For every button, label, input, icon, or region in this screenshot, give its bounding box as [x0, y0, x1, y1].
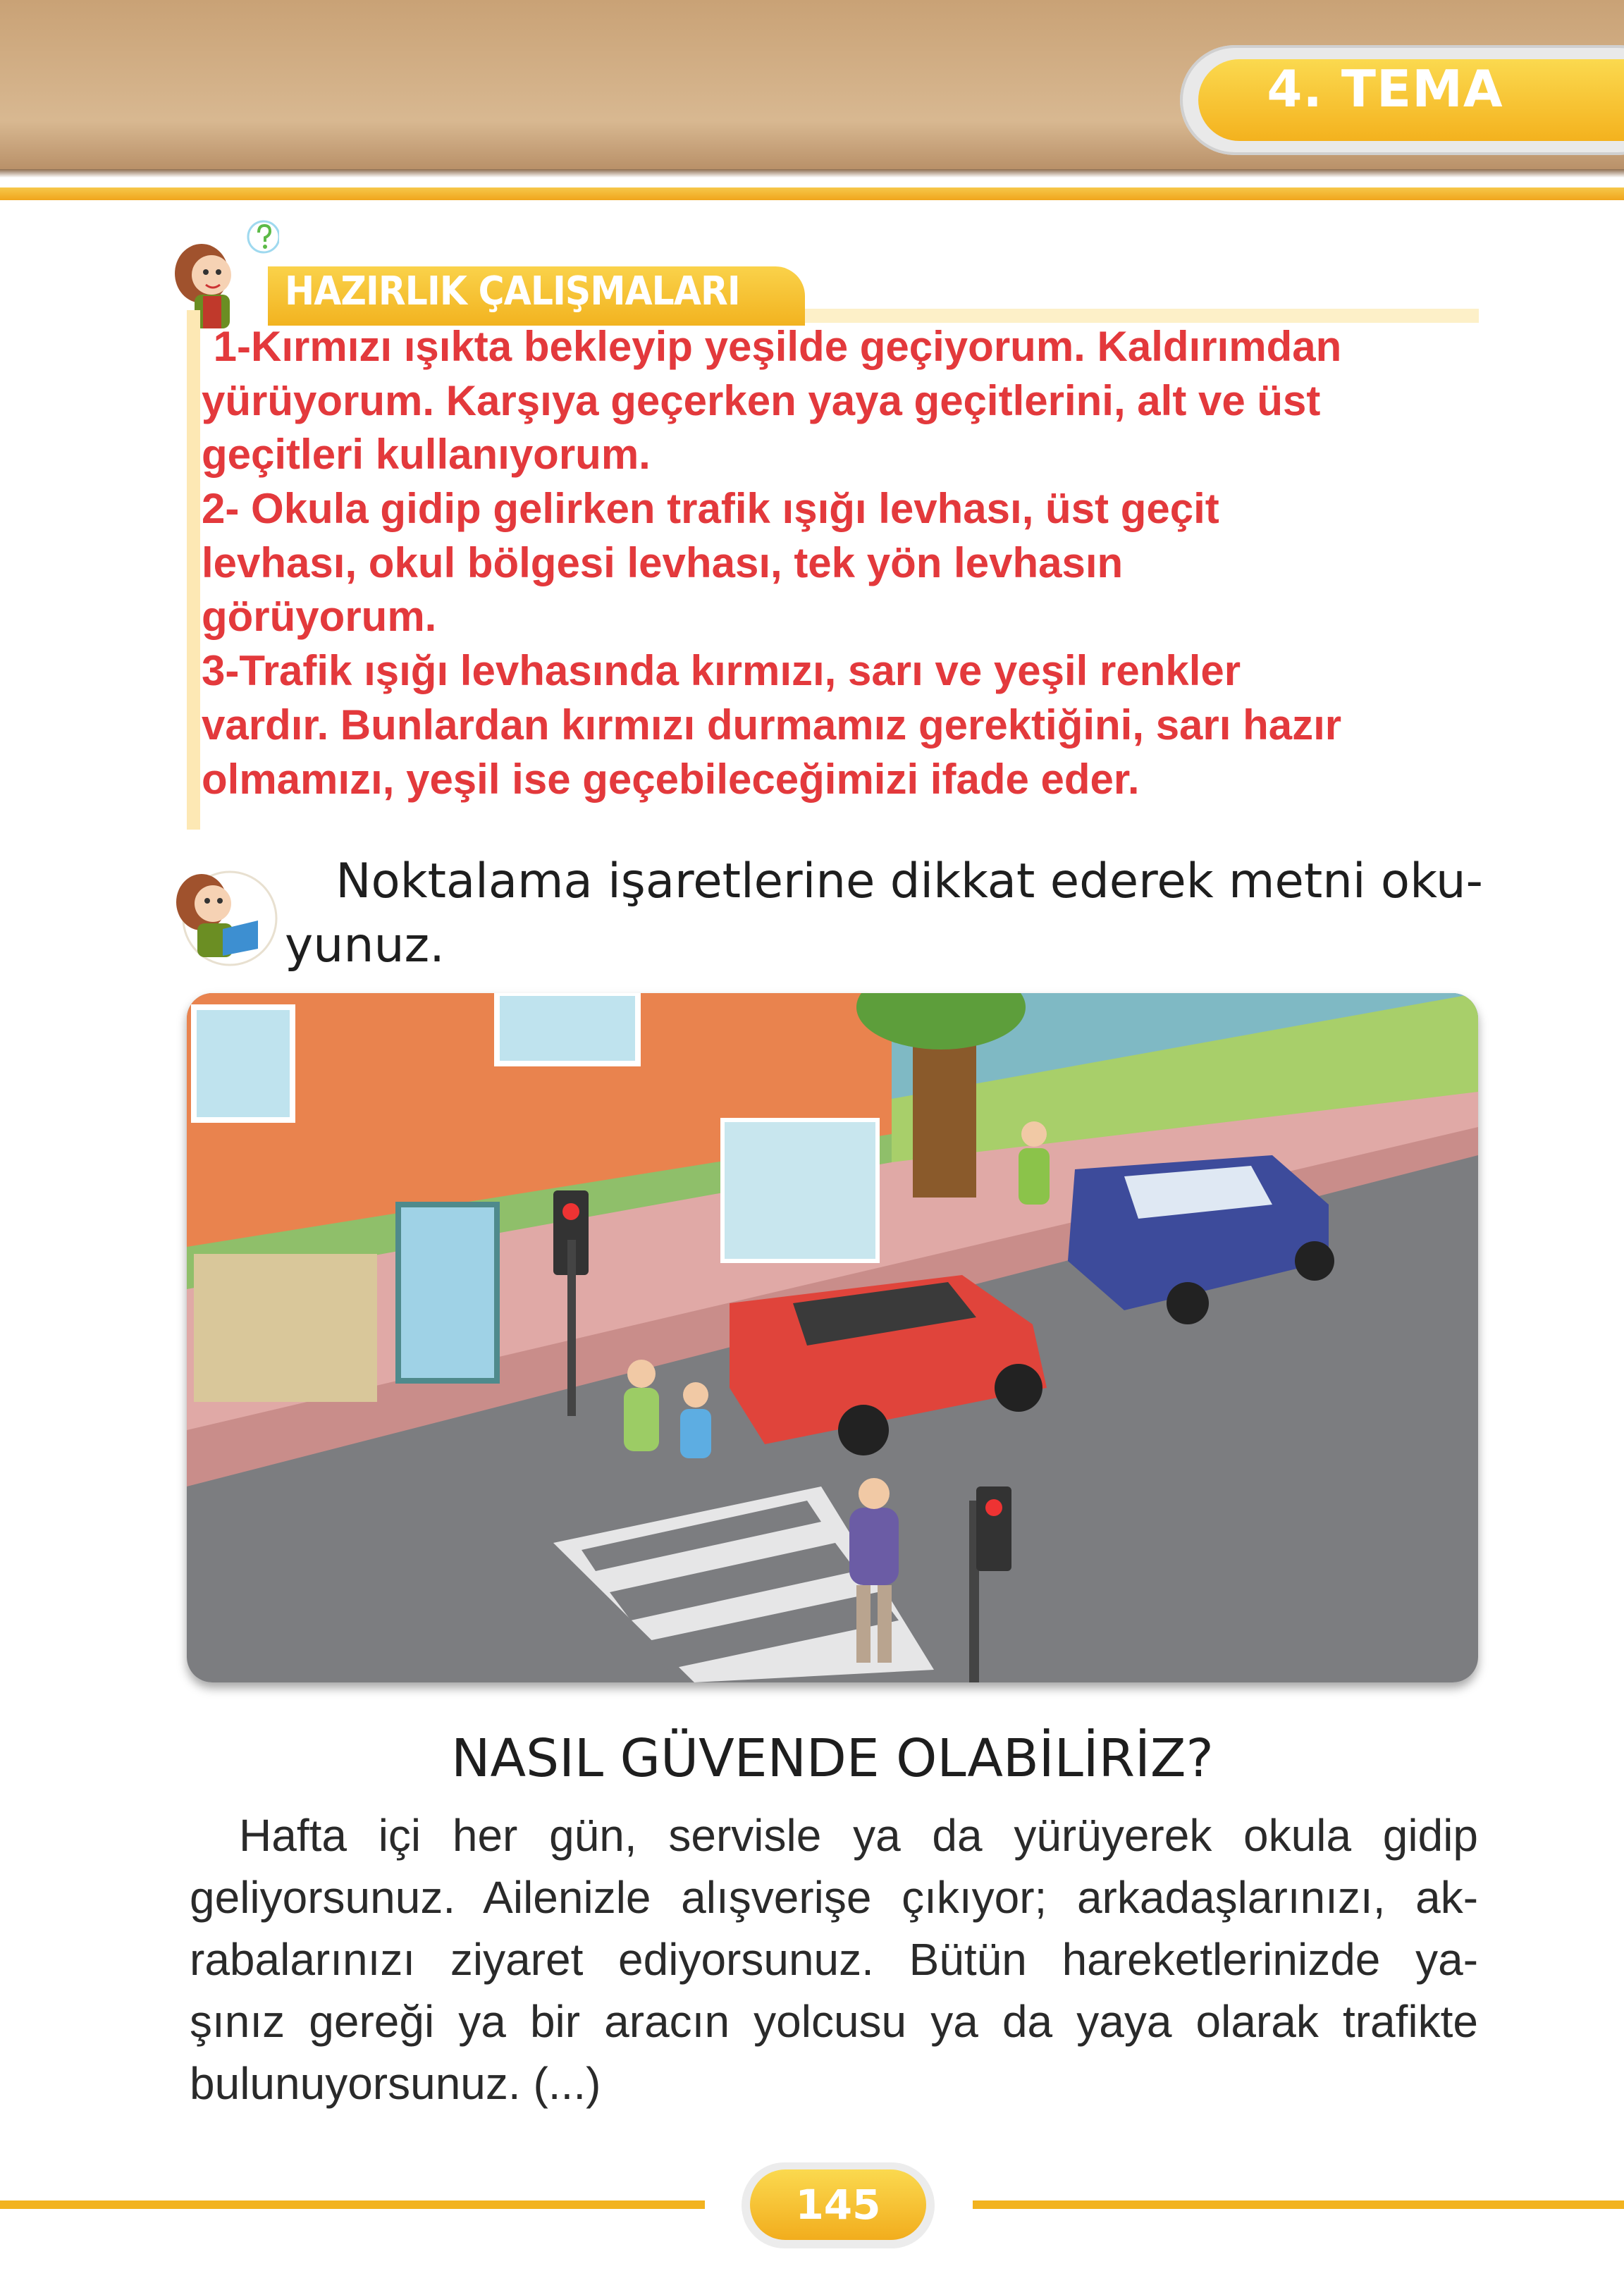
- header-divider: [0, 187, 1624, 200]
- answer-line: 2- Okula gidip gelirken trafik ışığı levhası, üst geçit: [202, 485, 1219, 533]
- girl-reading-icon: [166, 858, 279, 971]
- answer-line: yürüyorum. Karşıya geçerken yaya geçitlerini, alt ve üst: [202, 376, 1321, 424]
- answer-side-strip: [187, 310, 200, 830]
- preparation-heading: HAZIRLIK ÇALIŞMALARI: [285, 269, 740, 314]
- answer-line: görüyorum.: [202, 593, 437, 641]
- answer-line: vardır. Bunlardan kırmızı durmamız gerektiğini, sarı hazır: [202, 701, 1342, 749]
- theme-label: 4. TEMA: [1267, 59, 1503, 118]
- answer-line: 3-Trafik ışığı levhasında kırmızı, sarı ve yeşil renkler: [202, 647, 1241, 695]
- answer-line: 1-Kırmızı ışıkta bekleyip yeşilde geçiyorum. Kaldırımdan: [202, 323, 1342, 370]
- paragraph-line: rabalarınızı ziyaret ediyorsunuz. Bütün hareketlerinizde ya-: [190, 1934, 1478, 1985]
- answer-line: olmamızı, yeşil ise geçebileceğimizi ifade eder.: [202, 755, 1140, 803]
- reading-paragraph: [190, 1804, 1478, 2114]
- traffic-scene-illustration: [187, 993, 1478, 1682]
- answer-text: [202, 320, 1484, 806]
- footer-rule-left: [0, 2200, 705, 2209]
- paragraph-line: geliyorsunuz. Ailenizle alışverişe çıkıyor; arkadaşlarınızı, ak-: [190, 1872, 1478, 1923]
- paragraph-line: Hafta içi her gün, servisle ya da yürüyerek okula gidip: [239, 1810, 1478, 1861]
- instruction-line-1: Noktalama işaretlerine dikkat ederek metni oku-: [336, 854, 1483, 909]
- reading-title: NASIL GÜVENDE OLABİLİRİZ?: [451, 1728, 1214, 1789]
- footer-rule-right: [973, 2200, 1624, 2209]
- instruction-text: [285, 849, 1483, 978]
- answer-line: levhası, okul bölgesi levhası, tek yön levhasın: [202, 538, 1124, 586]
- girl-question-icon: [166, 217, 279, 330]
- paragraph-line: bulunuyorsunuz. (...): [190, 2058, 601, 2109]
- paragraph-line: şınız gereği ya bir aracın yolcusu ya da yaya olarak trafikte: [190, 1996, 1478, 2047]
- instruction-line-2: yunuz.: [285, 918, 445, 973]
- page-number: 145: [750, 2169, 926, 2240]
- header-shadow: [0, 169, 1624, 178]
- answer-line: geçitleri kullanıyorum.: [202, 431, 651, 479]
